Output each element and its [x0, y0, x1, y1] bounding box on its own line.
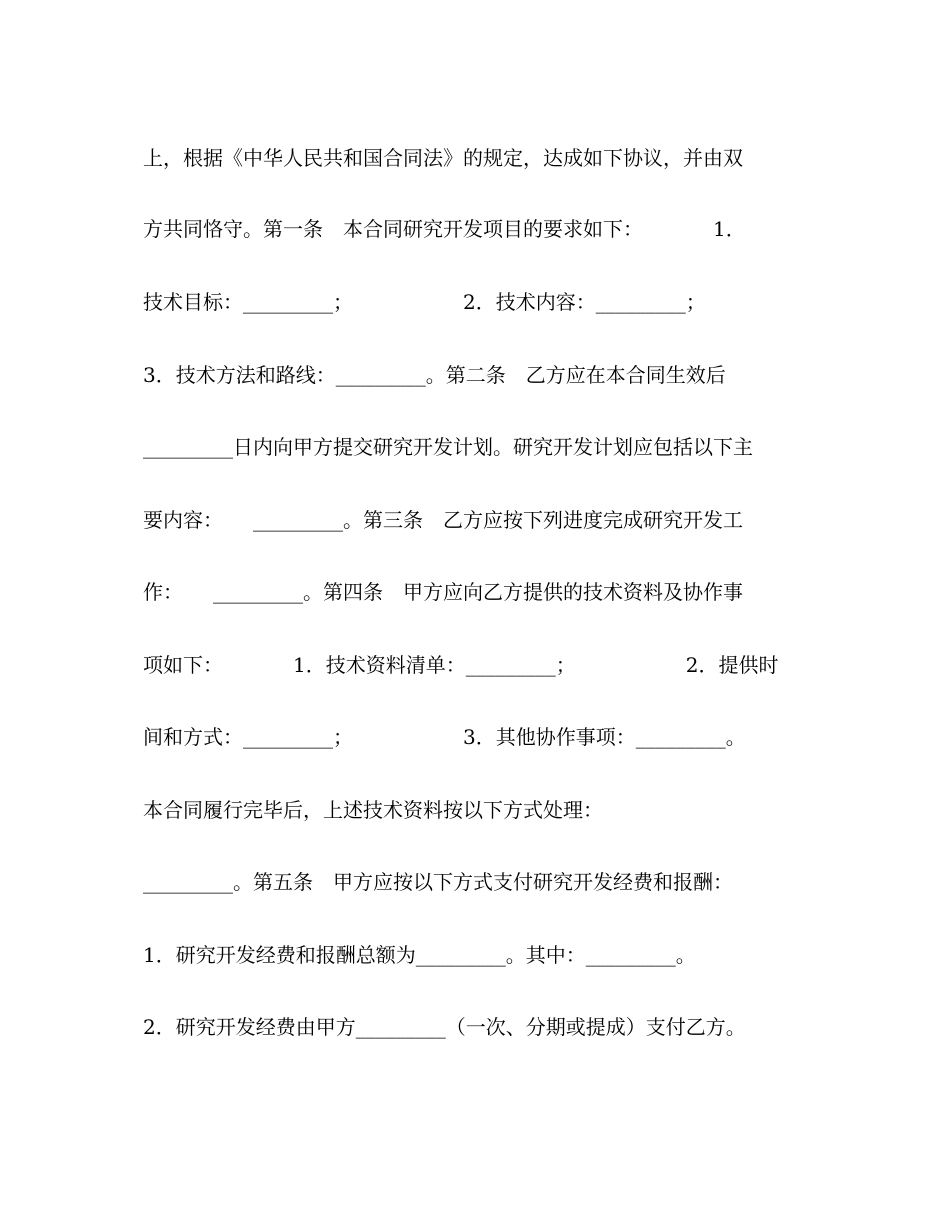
text-line: 3．技术方法和路线：_________。第二条 乙方应在本合同生效后	[143, 363, 726, 387]
text-line: 作： _________。第四条 甲方应向乙方提供的技术资料及协作事	[143, 580, 743, 604]
text-line: 要内容： _________。第三条 乙方应按下列进度完成研究开发工	[143, 508, 743, 532]
text-line: _________日内向甲方提交研究开发计划。研究开发计划应包括以下主	[143, 435, 753, 459]
text-line: 间和方式：_________； 3．其他协作事项：_________。	[143, 725, 746, 749]
text-line: 1．研究开发经费和报酬总额为_________。其中：_________。	[143, 943, 696, 967]
text-line: 项如下： 1．技术资料清单：_________； 2．提供时	[143, 653, 779, 677]
text-line: _________。第五条 甲方应按以下方式支付研究开发经费和报酬：	[143, 870, 733, 894]
text-line: 技术目标：_________； 2．技术内容：_________；	[143, 290, 706, 314]
text-line: 本合同履行完毕后，上述技术资料按以下方式处理：	[143, 798, 603, 822]
text-line: 2．研究开发经费由甲方_________（一次、分期或提成）支付乙方。	[143, 1015, 746, 1039]
text-line: 方共同恪守。第一条 本合同研究开发项目的要求如下： 1．	[143, 217, 746, 241]
text-line: 上，根据《中华人民共和国合同法》的规定，达成如下协议，并由双	[143, 146, 743, 170]
